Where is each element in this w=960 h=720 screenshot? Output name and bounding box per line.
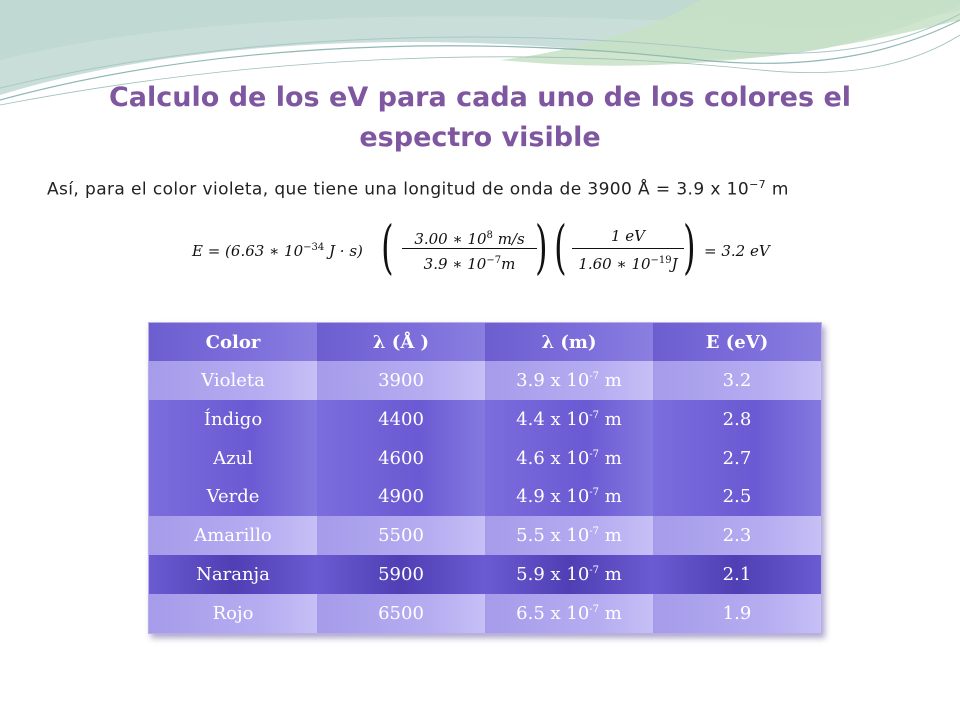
cell-meters-unit: m bbox=[599, 369, 622, 391]
fraction-speed-num bbox=[402, 224, 537, 248]
table-row bbox=[149, 555, 821, 594]
cell-meters-exp: -7 bbox=[589, 565, 600, 577]
cell-color: Amarillo bbox=[149, 516, 317, 555]
slide-title: Calculo de los eV para cada uno de los colores el espectro visible bbox=[108, 82, 852, 153]
paren-close-1: ) bbox=[535, 213, 548, 281]
cell-meters-base: 5.5 x 10 bbox=[516, 525, 590, 547]
cell-meters-exp: -7 bbox=[589, 526, 600, 538]
table-row bbox=[149, 478, 821, 517]
f1-den: 3.9 ∗ 10 bbox=[423, 255, 487, 273]
table-row bbox=[149, 400, 821, 439]
cell-angstrom: 4900 bbox=[317, 478, 485, 517]
energy-formula bbox=[192, 213, 772, 281]
cell-meters-unit: m bbox=[599, 447, 622, 469]
formula-lhs-unit: J · s) bbox=[324, 242, 363, 260]
cell-meters-unit: m bbox=[599, 525, 622, 547]
table-row bbox=[149, 361, 821, 400]
cell-energy: 2.5 bbox=[653, 478, 821, 517]
f1-den-exp: −7 bbox=[486, 255, 502, 266]
energy-table-grid bbox=[149, 323, 821, 633]
cell-angstrom: 6500 bbox=[317, 594, 485, 633]
table-row bbox=[149, 594, 821, 633]
f1-num: 3.00 ∗ 10 bbox=[414, 230, 487, 248]
cell-angstrom: 5500 bbox=[317, 516, 485, 555]
intro-exponent: −7 bbox=[749, 178, 767, 191]
cell-meters-exp: -7 bbox=[589, 487, 600, 499]
cell-meters-base: 4.6 x 10 bbox=[516, 447, 590, 469]
header-wavelength-m: λ (m) bbox=[485, 323, 653, 361]
paren-open-1: ( bbox=[381, 213, 394, 281]
fraction-conversion-num: 1 eV bbox=[610, 227, 646, 245]
f2-den-exp: −19 bbox=[650, 255, 672, 266]
cell-meters-unit: m bbox=[599, 486, 622, 508]
cell-color: Naranja bbox=[149, 555, 317, 594]
f1-den-unit: m bbox=[501, 255, 516, 273]
paren-open-2: ( bbox=[554, 213, 567, 281]
cell-color: Índigo bbox=[149, 400, 317, 439]
formula-lhs-exp: −34 bbox=[303, 242, 325, 253]
cell-energy: 1.9 bbox=[653, 594, 821, 633]
fraction-speed bbox=[402, 224, 537, 273]
cell-energy: 2.7 bbox=[653, 439, 821, 478]
cell-energy: 2.3 bbox=[653, 516, 821, 555]
formula-lhs-base: E = (6.63 ∗ 10 bbox=[192, 242, 304, 260]
header-energy-ev: E (eV) bbox=[653, 323, 821, 361]
cell-meters-base: 5.9 x 10 bbox=[516, 564, 590, 586]
cell-meters bbox=[485, 439, 653, 478]
intro-text bbox=[47, 178, 789, 200]
cell-color: Verde bbox=[149, 478, 317, 517]
cell-meters bbox=[485, 478, 653, 517]
cell-meters-base: 4.4 x 10 bbox=[516, 408, 590, 430]
table-header-row bbox=[149, 323, 821, 361]
cell-meters-exp: -7 bbox=[589, 370, 600, 382]
cell-angstrom: 3900 bbox=[317, 361, 485, 400]
fraction-conversion-den bbox=[572, 249, 684, 273]
table-body bbox=[149, 361, 821, 633]
header-color: Color bbox=[149, 323, 317, 361]
cell-meters-base: 3.9 x 10 bbox=[516, 369, 590, 391]
fraction-speed-den bbox=[402, 249, 537, 273]
cell-energy: 2.1 bbox=[653, 555, 821, 594]
f1-num-exp: 8 bbox=[486, 230, 493, 241]
cell-meters bbox=[485, 594, 653, 633]
cell-angstrom: 5900 bbox=[317, 555, 485, 594]
intro-suffix: m bbox=[766, 179, 789, 200]
cell-meters bbox=[485, 400, 653, 439]
cell-angstrom: 4400 bbox=[317, 400, 485, 439]
cell-energy: 2.8 bbox=[653, 400, 821, 439]
formula-lhs bbox=[192, 242, 363, 260]
cell-color: Azul bbox=[149, 439, 317, 478]
intro-prefix: Así, para el color violeta, que tiene una longitud de onda de 3900 Å = 3.9 x 10 bbox=[47, 179, 750, 200]
fraction-conversion bbox=[572, 224, 684, 273]
cell-energy: 3.2 bbox=[653, 361, 821, 400]
cell-meters-exp: -7 bbox=[589, 448, 600, 460]
header-wavelength-angstrom: λ (Å ) bbox=[317, 323, 485, 361]
cell-meters bbox=[485, 555, 653, 594]
cell-meters bbox=[485, 361, 653, 400]
cell-meters-exp: -7 bbox=[589, 604, 600, 616]
cell-meters-exp: -7 bbox=[589, 409, 600, 421]
cell-meters-unit: m bbox=[599, 564, 622, 586]
cell-meters-base: 6.5 x 10 bbox=[516, 603, 590, 625]
cell-meters-base: 4.9 x 10 bbox=[516, 486, 590, 508]
cell-color: Rojo bbox=[149, 594, 317, 633]
cell-meters-unit: m bbox=[599, 603, 622, 625]
table-row bbox=[149, 516, 821, 555]
cell-meters bbox=[485, 516, 653, 555]
energy-table bbox=[148, 322, 822, 634]
f2-den-unit: J bbox=[671, 255, 678, 273]
cell-meters-unit: m bbox=[599, 408, 622, 430]
f1-num-unit: m/s bbox=[492, 230, 525, 248]
table-row bbox=[149, 439, 821, 478]
f2-den: 1.60 ∗ 10 bbox=[578, 255, 651, 273]
cell-color: Violeta bbox=[149, 361, 317, 400]
paren-close-2: ) bbox=[683, 213, 696, 281]
cell-angstrom: 4600 bbox=[317, 439, 485, 478]
formula-rhs: = 3.2 eV bbox=[704, 242, 770, 260]
